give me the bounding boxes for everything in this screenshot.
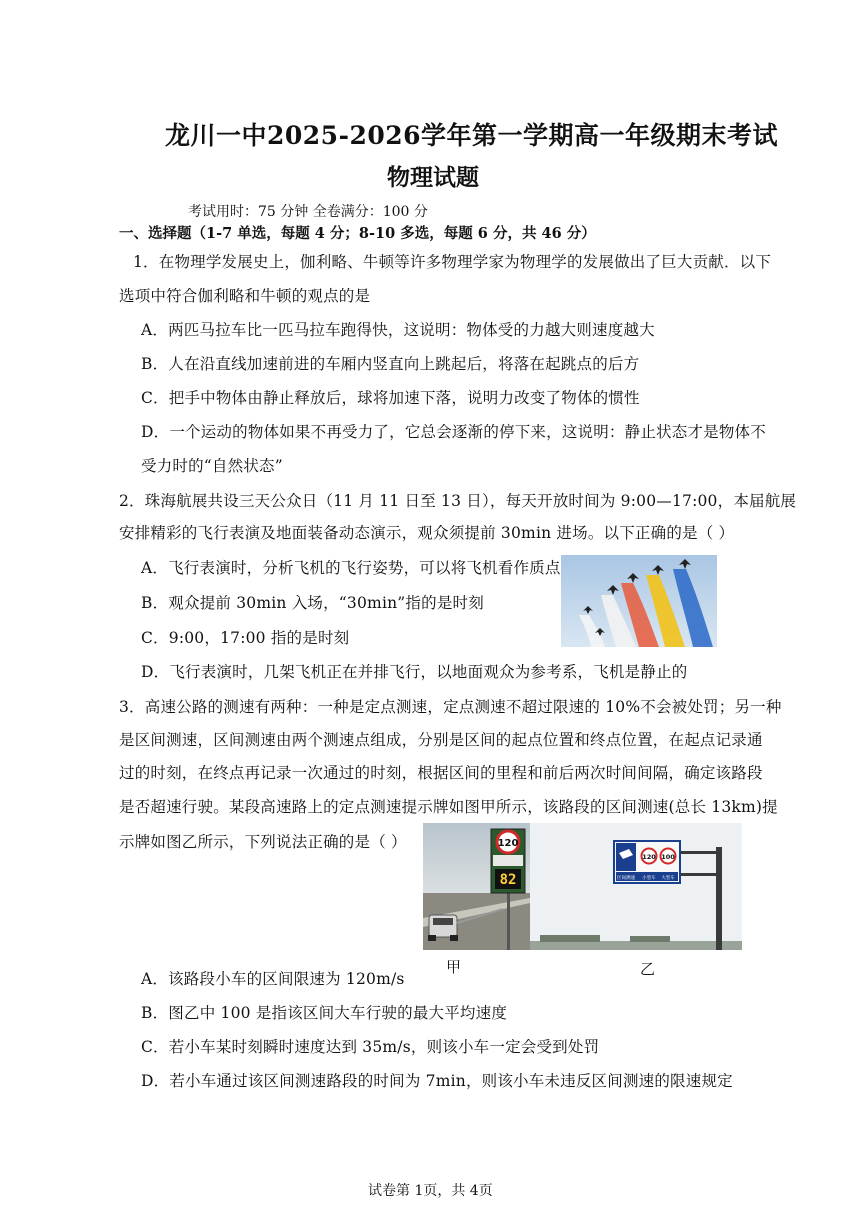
- q1-option-b: B．人在沿直线加速前进的车厢内竖直向上跳起后，将落在起跳点的后方: [141, 355, 640, 373]
- section-board-image: [530, 823, 742, 950]
- q3-stem-line5: 示牌如图乙所示，下列说法正确的是（ ）: [119, 833, 407, 851]
- q3-option-b: B．图乙中 100 是指该区间大车行驶的最大平均速度: [141, 1004, 508, 1022]
- q3-stem-line2: 是区间测速，区间测速由两个测速点组成，分别是区间的起点位置和终点位置，在起点记录通: [119, 731, 763, 749]
- figure-jia-photo: [423, 823, 530, 950]
- q2-option-a: A．飞行表演时，分析飞机的飞行姿势，可以将飞机看作质点: [141, 559, 561, 577]
- exam-meta: 考试用时：75 分钟 全卷满分：100 分: [188, 204, 428, 220]
- q1-option-d-line2: 受力时的“自然状态”: [141, 457, 283, 475]
- exam-title: 龙川一中2025-2026学年第一学期高一年级期末考试: [165, 121, 779, 150]
- airshow-image: [561, 555, 717, 647]
- airshow-photo: [561, 555, 717, 647]
- board-label-small-car: 小型车: [642, 876, 656, 881]
- q3-stem-line1: 3．高速公路的测速有两种：一种是定点测速，定点测速不超过限速的 10%不会被处罚；另一种: [119, 698, 782, 716]
- q3-stem-line4: 是否超速行驶。某段高速路上的定点测速提示牌如图甲所示，该路段的区间测速(总长 13km)提: [119, 798, 778, 816]
- figure-yi-label: 乙: [640, 960, 656, 978]
- q1-stem-line2: 选项中符合伽利略和牛顿的观点的是: [119, 287, 371, 305]
- q1-option-d-line1: D．一个运动的物体如果不再受力了，它总会逐渐的停下来，这说明：静止状态才是物体不: [141, 423, 766, 441]
- q2-option-c: C．9:00，17:00 指的是时刻: [141, 629, 350, 647]
- q1-stem-line1: 1．在物理学发展史上，伽利略、牛顿等许多物理学家为物理学的发展做出了巨大贡献．以下: [133, 253, 772, 271]
- q1-option-c: C．把手中物体由静止释放后，球将加速下落，说明力改变了物体的惯性: [141, 389, 640, 407]
- q1-option-a: A．两匹马拉车比一匹马拉车跑得快，这说明：物体受的力越大则速度越大: [141, 321, 655, 339]
- q2-option-d: D．飞行表演时，几架飞机正在并排飞行，以地面观众为参考系，飞机是静止的: [141, 663, 688, 681]
- exam-subtitle: 物理试题: [387, 164, 479, 191]
- q3-option-c: C．若小车某时刻瞬时速度达到 35m/s，则该小车一定会受到处罚: [141, 1038, 600, 1056]
- board-large-car-limit: 100: [661, 853, 675, 861]
- q3-option-a: A．该路段小车的区间限速为 120m/s: [141, 970, 405, 988]
- board-label-section: 区间测速: [617, 876, 635, 881]
- q3-stem-line3: 过的时刻，在终点再记录一次通过的时刻，根据区间的里程和前后两次时间间隔，确定该路段: [119, 764, 763, 782]
- board-label-large-car: 大型车: [661, 876, 675, 881]
- q3-option-d: D．若小车通过该区间测速路段的时间为 7min，则该小车未违反区间测速的限速规定: [141, 1072, 733, 1090]
- page-footer: 试卷第 1页，共 4页: [368, 1183, 493, 1199]
- sign-limit-text: 120: [497, 838, 519, 849]
- board-small-car-limit: 120: [642, 853, 656, 861]
- section-heading: 一、选择题（1-7 单选，每题 4 分；8-10 多选，每题 6 分，共 46 分）: [119, 225, 596, 242]
- q2-option-b: B．观众提前 30min 入场，“30min”指的是时刻: [141, 594, 484, 612]
- figure-jia-label: 甲: [446, 958, 462, 976]
- figure-yi-photo: [530, 823, 742, 950]
- q2-stem-line2: 安排精彩的飞行表演及地面装备动态演示，观众须提前 30min 进场。以下正确的是（ ）: [119, 524, 735, 542]
- sign-display-text: 82: [499, 872, 517, 888]
- q2-stem-line1: 2．珠海航展共设三天公众日（11 月 11 日至 13 日），每天开放时间为 9:00—17:00，本届航展: [119, 492, 797, 510]
- speed-sign-image: [423, 823, 530, 950]
